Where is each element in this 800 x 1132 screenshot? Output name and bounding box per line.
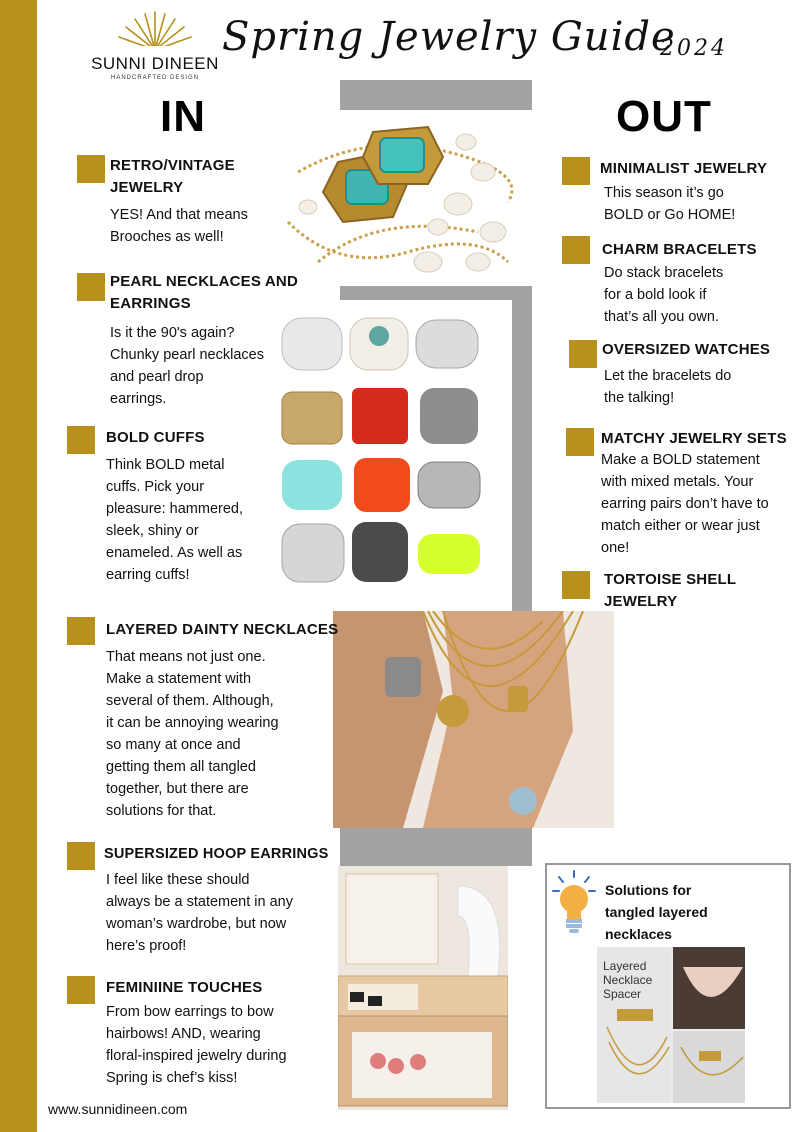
- in-item-text: Think BOLD metal cuffs. Pick your pleasure: hammered, sleek, shiny or enameled. As well as earring cuffs!: [106, 457, 244, 583]
- in-item-heading: SUPERSIZED HOOP EARRINGS: [104, 846, 329, 862]
- bullet-square: [67, 976, 95, 1004]
- out-item-text: Let the bracelets do the talking!: [604, 368, 732, 406]
- bullet-square: [77, 273, 105, 301]
- brand-logo: [91, 8, 219, 88]
- solutions-box: [545, 863, 791, 1109]
- out-item-heading: CHARM BRACELETS: [602, 241, 757, 258]
- gray-bar-mid: [340, 286, 532, 300]
- brand-name: SUNNI DINEEN: [91, 54, 219, 73]
- in-item-heading: PEARL NECKLACES AND EARRINGS: [110, 273, 298, 312]
- footer-url[interactable]: www.sunnidineen.com: [48, 1101, 188, 1117]
- bullet-square: [569, 340, 597, 368]
- lightbulb-icon: [551, 869, 597, 939]
- bullet-square: [562, 157, 590, 185]
- brand-tagline: HANDCRAFTED DESIGN: [110, 75, 199, 81]
- in-item-heading: RETRO/VINTAGE JEWELRY: [110, 157, 235, 196]
- bullet-square: [67, 426, 95, 454]
- gray-banner-top: [340, 80, 532, 110]
- gray-column-lower: [340, 828, 532, 866]
- spacer-image-label: Layered Necklace Spacer: [603, 959, 653, 1001]
- solutions-heading: Solutions for tangled layered necklaces: [605, 882, 708, 942]
- page-title: Spring Jewelry Guide: [222, 14, 676, 60]
- in-item-heading: FEMINIINE TOUCHES: [106, 979, 263, 996]
- out-item-text: This season it’s go BOLD or Go HOME!: [604, 185, 736, 223]
- out-item-heading: MINIMALIST JEWELRY: [600, 160, 768, 177]
- out-heading: OUT: [616, 92, 712, 141]
- vintage-jewelry-photo: [278, 112, 514, 280]
- jewelry-box-photo: [338, 866, 508, 1110]
- page-year: 2024: [660, 36, 728, 61]
- out-item-heading: MATCHY JEWELRY SETS: [601, 430, 787, 447]
- in-item-heading: LAYERED DAINTY NECKLACES: [106, 621, 339, 638]
- bullet-square: [562, 236, 590, 264]
- bullet-square: [562, 571, 590, 599]
- sunburst-icon: [100, 8, 210, 52]
- out-item-text: Make a BOLD statement with mixed metals. Your earring pairs don’t have to match either or wear just one!: [601, 452, 769, 556]
- layered-necklaces-photo: [333, 611, 614, 828]
- bullet-square: [566, 428, 594, 456]
- out-item-heading: OVERSIZED WATCHES: [602, 341, 771, 358]
- in-item-heading: BOLD CUFFS: [106, 429, 205, 446]
- out-item-text: Do stack bracelets for a bold look if that’s all you own.: [604, 265, 724, 325]
- bullet-square: [77, 155, 105, 183]
- bold-cuffs-photo: [276, 302, 484, 590]
- out-item-heading: TORTOISE SHELL JEWELRY: [604, 571, 737, 610]
- in-item-text: I feel like these should always be a statement in any woman’s wardrobe, but now here’s proof!: [106, 872, 293, 954]
- left-accent-stripe: [0, 0, 37, 1132]
- bullet-square: [67, 842, 95, 870]
- in-heading: IN: [160, 92, 206, 141]
- necklace-spacer-photo: [597, 947, 745, 1103]
- in-item-text: Is it the 90's again? Chunky pearl necklaces and pearl drop earrings.: [110, 325, 264, 407]
- in-item-text: YES! And that means Brooches as well!: [110, 207, 248, 245]
- in-item-text: That means not just one. Make a statement with several of them. Although, it can be annoying wearing so many at once and getting them all tangled together, but there are solutions for that.: [106, 649, 279, 819]
- bullet-square: [67, 617, 95, 645]
- gray-bar-right: [512, 286, 532, 611]
- in-item-text: From bow earrings to bow hairbows! AND, wearing floral-inspired jewelry during Spring is chef’s kiss!: [106, 1004, 287, 1086]
